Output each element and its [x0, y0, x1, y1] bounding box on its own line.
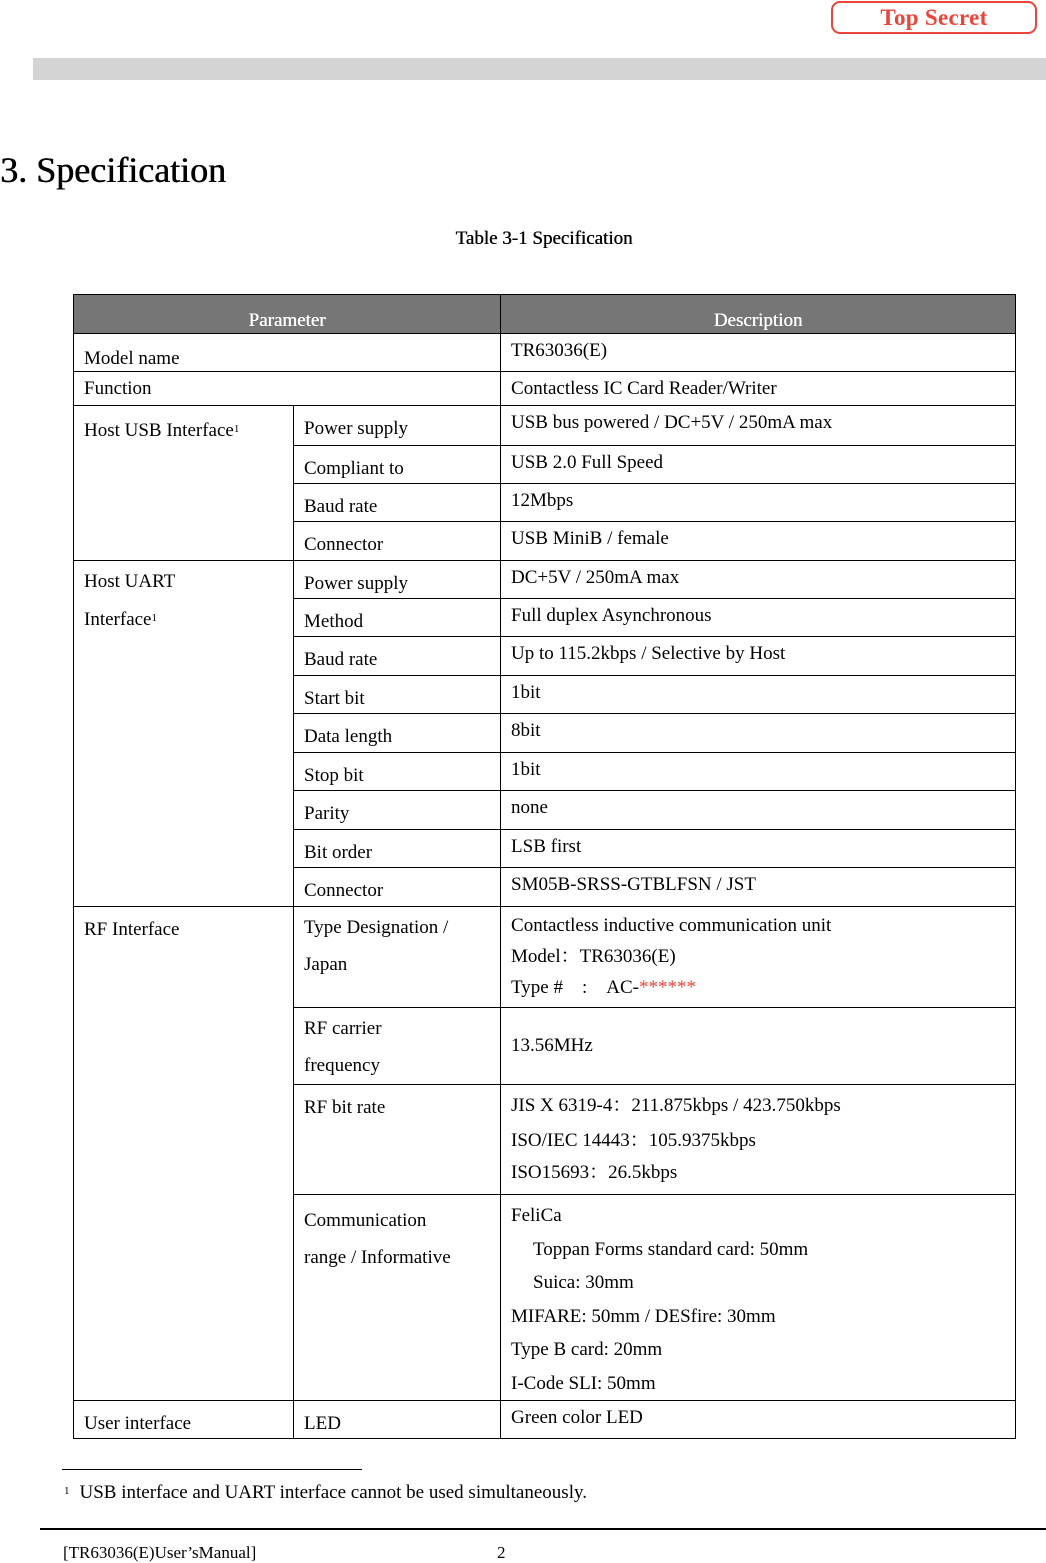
page-number: 2 — [497, 1543, 506, 1562]
table-row — [74, 561, 1016, 599]
param-cell: Baud rate — [294, 637, 501, 676]
table-row — [74, 334, 1016, 372]
masked-type-number: ****** — [638, 977, 696, 998]
value-cell: FeliCa Toppan Forms standard card: 50mm Suica: 30mm MIFARE: 50mm / DESfire: 30mm Type B card: 20mm I-Code SLI: 50mm — [501, 1195, 1016, 1401]
param-cell: Bit order — [294, 830, 501, 868]
value-cell: USB MiniB / female — [501, 522, 1016, 561]
footer-manual-name: [TR63036(E)User’sManual] — [63, 1543, 257, 1562]
value-cell: Up to 115.2kbps / Selective by Host — [501, 637, 1016, 676]
param-cell: Method — [294, 599, 501, 637]
value-cell: 1bit — [501, 676, 1016, 714]
value-cell: 12Mbps — [501, 484, 1016, 522]
table-caption: Table 3-1 Specification — [455, 228, 633, 249]
header-bar — [33, 58, 1046, 80]
function-value: Contactless IC Card Reader/Writer — [501, 372, 1016, 406]
param-cell: Power supply — [294, 561, 501, 599]
value-cell: 1bit — [501, 753, 1016, 791]
user-interface-label: User interface — [74, 1401, 294, 1439]
top-secret-badge: Top Secret — [831, 1, 1037, 34]
value-cell: USB bus powered / DC+5V / 250mA max — [501, 406, 1016, 446]
table-row — [74, 1401, 1016, 1439]
value-cell: Full duplex Asynchronous — [501, 599, 1016, 637]
value-cell: DC+5V / 250mA max — [501, 561, 1016, 599]
value-cell: USB 2.0 Full Speed — [501, 446, 1016, 484]
param-cell: Parity — [294, 791, 501, 830]
table-row — [74, 406, 1016, 446]
section-title: 3. Specification — [0, 150, 226, 191]
value-cell: LSB first — [501, 830, 1016, 868]
footnote-ref: 1 — [151, 612, 157, 624]
param-cell: Start bit — [294, 676, 501, 714]
param-cell: Connector — [294, 868, 501, 907]
param-cell: RF carrier frequency — [294, 1008, 501, 1085]
param-cell: Power supply — [294, 406, 501, 446]
param-cell: RF bit rate — [294, 1085, 501, 1195]
specification-table — [73, 294, 1016, 1439]
header-description: Description — [501, 295, 1016, 334]
param-cell: LED — [294, 1401, 501, 1439]
model-name-value: TR63036(E) — [501, 334, 1016, 372]
value-cell: Green color LED — [501, 1401, 1016, 1439]
footnote-divider — [62, 1469, 362, 1470]
table-row — [74, 372, 1016, 406]
value-cell: none — [501, 791, 1016, 830]
table-row — [74, 907, 1016, 1008]
usb-group-label: Host USB Interface$^1$ — [74, 406, 294, 561]
rf-group-label: RF Interface — [74, 907, 294, 1401]
value-cell: 8bit — [501, 714, 1016, 753]
footnote-ref: 1 — [233, 423, 240, 435]
footnote: $^1$ USB interface and UART interface cannot be used simultaneously. — [64, 1482, 587, 1503]
header-parameter: Parameter — [74, 295, 501, 334]
value-cell: 13.56MHz — [501, 1008, 1016, 1085]
param-cell: Connector — [294, 522, 501, 561]
param-cell: Communication range / Informative — [294, 1195, 501, 1401]
table-header-row — [74, 295, 1016, 334]
param-cell: Compliant to — [294, 446, 501, 484]
param-cell: Data length — [294, 714, 501, 753]
value-cell: SM05B-SRSS-GTBLFSN / JST — [501, 868, 1016, 907]
param-cell: Type Designation / Japan — [294, 907, 501, 1008]
value-cell: Contactless inductive communication unit Model：TR63036(E) Type # : AC-****** — [501, 907, 1016, 1008]
value-cell: JIS X 6319-4：211.875kbps / 423.750kbps ISO/IEC 14443：105.9375kbps ISO15693：26.5kbps — [501, 1085, 1016, 1195]
function-label: Function — [74, 372, 501, 406]
model-name-label: Model name — [74, 334, 501, 372]
param-cell: Baud rate — [294, 484, 501, 522]
uart-group-label: Host UART Interface$^1$ — [74, 561, 294, 907]
param-cell: Stop bit — [294, 753, 501, 791]
footer-divider — [40, 1528, 1046, 1530]
